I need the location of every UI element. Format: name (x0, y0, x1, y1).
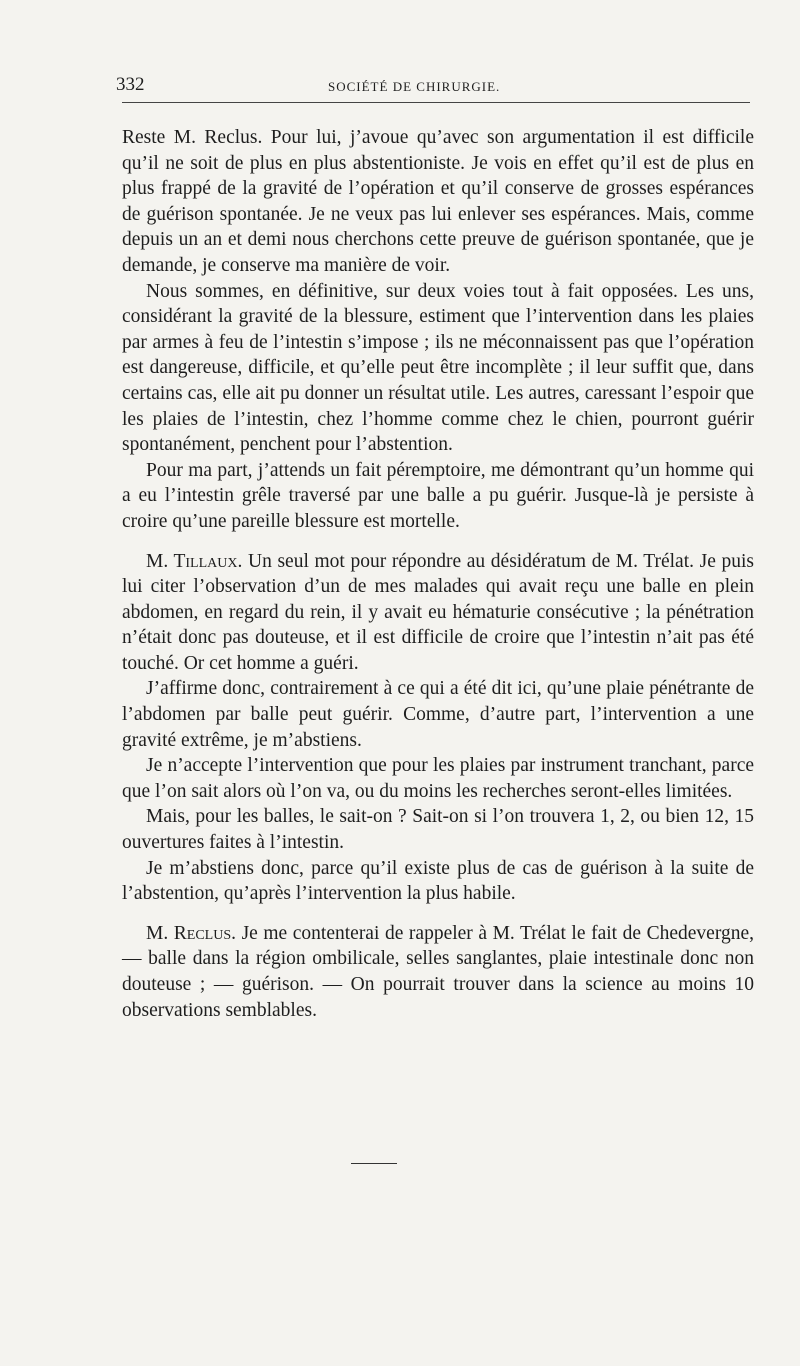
paragraph: Reste M. Reclus. Pour lui, j’avoue qu’avec son argumentation il est difficile qu’il ne soit de plus en plus abstentioniste. Je vois en effet qu’il est de plus en plus frappé de la gravité de l’opération et qu’il conserve de grosses espérances de guérison spontanée. Je ne veux pas lui enlever ses espérances. Mais, comme depuis un an et demi nous cherchons cette preuve de guérison spontanée, que je demande, je conserve ma manière de voir. (122, 127, 754, 276)
closing-rule (351, 1163, 397, 1164)
page-number: 332 (116, 74, 145, 95)
paragraph: Pour ma part, j’attends un fait péremptoire, me démontrant qu’un homme qui a eu l’intestin grêle traversé par une balle a pu guérir. Jusque-là je persiste à croire qu’une pareille blessure est mortelle. (122, 459, 754, 532)
speaker-name: M. Tillaux. (146, 550, 243, 572)
paragraph: Je m’abstiens donc, parce qu’il existe plus de cas de guérison à la suite de l’abstention, qu’après l’intervention la plus habile. (122, 857, 754, 905)
speaker-name: M. Reclus. (146, 922, 236, 944)
running-head: SOCIÉTÉ DE CHIRURGIE. (328, 79, 501, 94)
paragraph: Nous sommes, en définitive, sur deux voies tout à fait opposées. Les uns, considérant la gravité de la blessure, estiment que l’intervention dans les plaies par armes à feu de l’intestin s’impose ; ils ne méconnaissent pas que l’opération est dangereuse, difficile, et qu’elle peut être incomplète ; il leur suffit que, dans certains cas, elle ait pu donner un résultat utile. Les autres, caressant l’espoir que les plaies de l’intestin, chez l’homme comme chez le chien, pourront guérir spontanément, penchent pour l’abstention. (122, 280, 754, 456)
page-body (122, 125, 754, 1023)
paragraph-text: Je me contenterai de rappeler à M. Trélat le fait de Chedevergne, — balle dans la région ombilicale, selles sanglantes, plaie intestinale donc non douteuse ; — guérison. — On pourrait trouver dans la science au moins 10 observations semblables. (122, 922, 754, 1021)
paragraph: Mais, pour les balles, le sait-on ? Sait-on si l’on trouvera 1, 2, ou bien 12, 15 ouvertures faites à l’intestin. (122, 806, 754, 854)
paragraph (122, 921, 754, 1023)
header-rule (122, 102, 750, 103)
paragraph (122, 549, 754, 677)
paragraph: J’affirme donc, contrairement à ce qui a été dit ici, qu’une plaie pénétrante de l’abdomen par balle peut guérir. Comme, d’autre part, l’intervention a une gravité extrême, je m’abstiens. (122, 678, 754, 751)
paragraph: Je n’accepte l’intervention que pour les plaies par instrument tranchant, parce que l’on sait alors où l’on va, ou du moins les recherches seront-elles limitées. (122, 755, 754, 802)
paragraph-text: Un seul mot pour répondre au désidératum de M. Trélat. Je puis lui citer l’observation d’un de mes malades qui avait reçu une balle en plein abdomen, en regard du rein, il y avait eu hématurie consécutive ; la pénétration n’était donc pas douteuse, et il est difficile de croire que l’intestin n’ait pas été touché. Or cet homme a guéri. (122, 550, 754, 674)
